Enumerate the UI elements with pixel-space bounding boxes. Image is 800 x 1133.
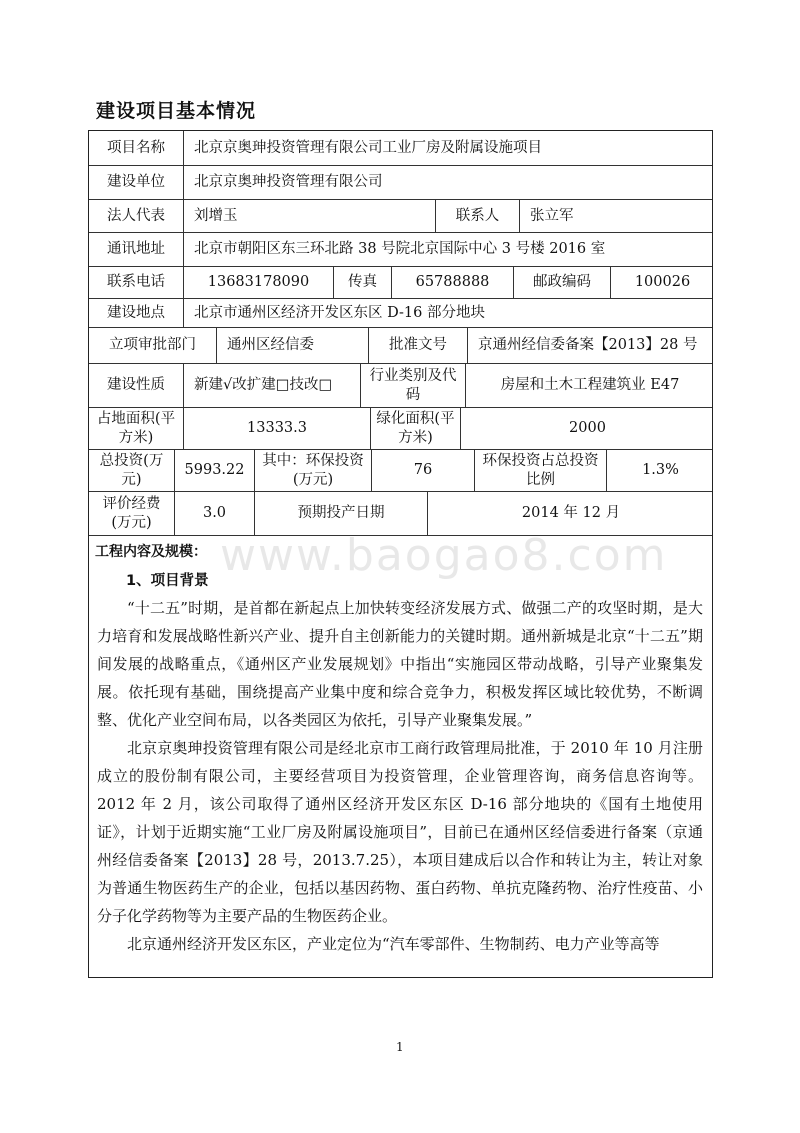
fee-label: 评价经费(万元): [89, 492, 175, 535]
approval-doc-label: 批准文号: [369, 328, 468, 363]
approval-doc-value: 京通州经信委备案【2013】28 号: [478, 337, 698, 353]
project-name-value: 北京京奥珅投资管理有限公司工业厂房及附属设施项目: [194, 139, 542, 156]
production-date-value: 2014 年 12 月: [521, 505, 621, 521]
zip-value: 100026: [634, 274, 691, 290]
industry-value: 房屋和土木工程建筑业 E47: [500, 377, 680, 393]
area-label: 占地面积(平方米): [89, 408, 184, 449]
legal-rep-value: 刘增玉: [184, 200, 436, 232]
fee-value: 3.0: [175, 492, 255, 535]
table-row: [89, 131, 712, 166]
env-investment-label: 其中：环保投资(万元): [255, 450, 372, 491]
project-content-section: [89, 536, 712, 979]
paragraph: 北京京奥珅投资管理有限公司是经北京市工商行政管理局批准，于 2010 年 10 月注册成立的股份制有限公司，主要经营项目为投资管理，企业管理咨询，商务信息咨询等。2012 年 2 月，该公司取得了通州区经济开发区东区 D-16 部分地块的《国有土地使用证》，计划于近期实施“工业厂房及附属设施项目”，目前已在通州区经信委进行备案（京通州经信委备案【2013】28 号，2013.7.25），本项目建成后以合作和转让为主，转让对象为普通生物医药生产的企业，包括以基因药物、蛋白药物、单抗克隆药物、治疗性疫苗、小分子化学药物等为主要产品的生物医药企业。: [97, 739, 703, 925]
table-row: [89, 166, 712, 200]
table-row: [89, 233, 712, 267]
green-area-value: 2000: [569, 420, 606, 436]
site-label: 建设地点: [89, 299, 184, 327]
site-value: 北京市通州区经济开发区东区 D-16 部分地块: [194, 304, 485, 321]
approval-value: 通州区经信委: [217, 328, 369, 363]
address-label: 通讯地址: [89, 233, 184, 266]
table-row: [89, 267, 712, 299]
paragraph: 北京通州经济开发区东区，产业定位为“汽车零部件、生物制药、电力产业等高等: [127, 935, 660, 953]
approval-label: 立项审批部门: [89, 328, 217, 363]
nature-value: 新建√改扩建□技改□: [184, 364, 361, 407]
builder-value: 北京京奥珅投资管理有限公司: [194, 174, 383, 190]
builder-label: 建设单位: [89, 166, 184, 199]
paragraph: “十二五”时期，是首都在新起点上加快转变经济发展方式、做强二产的攻坚时期，是大力培育和发展战略性新兴产业、提升自主创新能力的关键时期。通州新城是北京“十二五”期间发展的战略重点，《通州区产业发展规划》中指出“实施园区带动战略，引导产业聚集发展。依托现有基础，围绕提高产业集中度和综合竞争力，积极发挥区域比较优势，不断调整、优化产业空间布局，以各类园区为依托，引导产业聚集发展。”: [97, 599, 703, 729]
section-heading: 工程内容及规模：: [95, 544, 207, 560]
production-date-label: 预期投产日期: [255, 492, 428, 535]
investment-value: 5993.22: [175, 450, 255, 491]
phone-value: 13683178090: [184, 267, 334, 298]
legal-rep-label: 法人代表: [89, 200, 184, 232]
page-number: 1: [396, 1040, 404, 1054]
fax-value: 65788888: [392, 267, 514, 298]
table-row: [89, 299, 712, 328]
nature-label: 建设性质: [89, 364, 184, 407]
table-row: [89, 364, 712, 408]
document-title: 建设项目基本情况: [96, 100, 257, 122]
table-row: [89, 200, 712, 233]
project-name-label: 项目名称: [89, 131, 184, 165]
contact-value: 张立军: [530, 207, 574, 224]
table-row: [89, 408, 712, 450]
investment-label: 总投资(万元): [89, 450, 175, 491]
area-value: 13333.3: [184, 408, 371, 449]
env-ratio-label: 环保投资占总投资比例: [475, 450, 607, 491]
env-ratio-value: 1.3%: [642, 462, 679, 478]
table-row: [89, 328, 712, 364]
zip-label: 邮政编码: [514, 267, 611, 298]
fax-label: 传真: [334, 267, 392, 298]
watermark: www.baogao8.com: [220, 530, 668, 581]
address-value: 北京市朝阳区东三环北路 38 号院北京国际中心 3 号楼 2016 室: [194, 241, 606, 257]
phone-label: 联系电话: [89, 267, 184, 298]
table-row: [89, 450, 712, 492]
industry-label: 行业类别及代码: [361, 364, 466, 407]
sub-heading: 1、项目背景: [126, 573, 209, 589]
contact-label: 联系人: [436, 200, 520, 232]
green-area-label: 绿化面积(平方米): [371, 408, 461, 449]
env-investment-value: 76: [372, 450, 475, 491]
